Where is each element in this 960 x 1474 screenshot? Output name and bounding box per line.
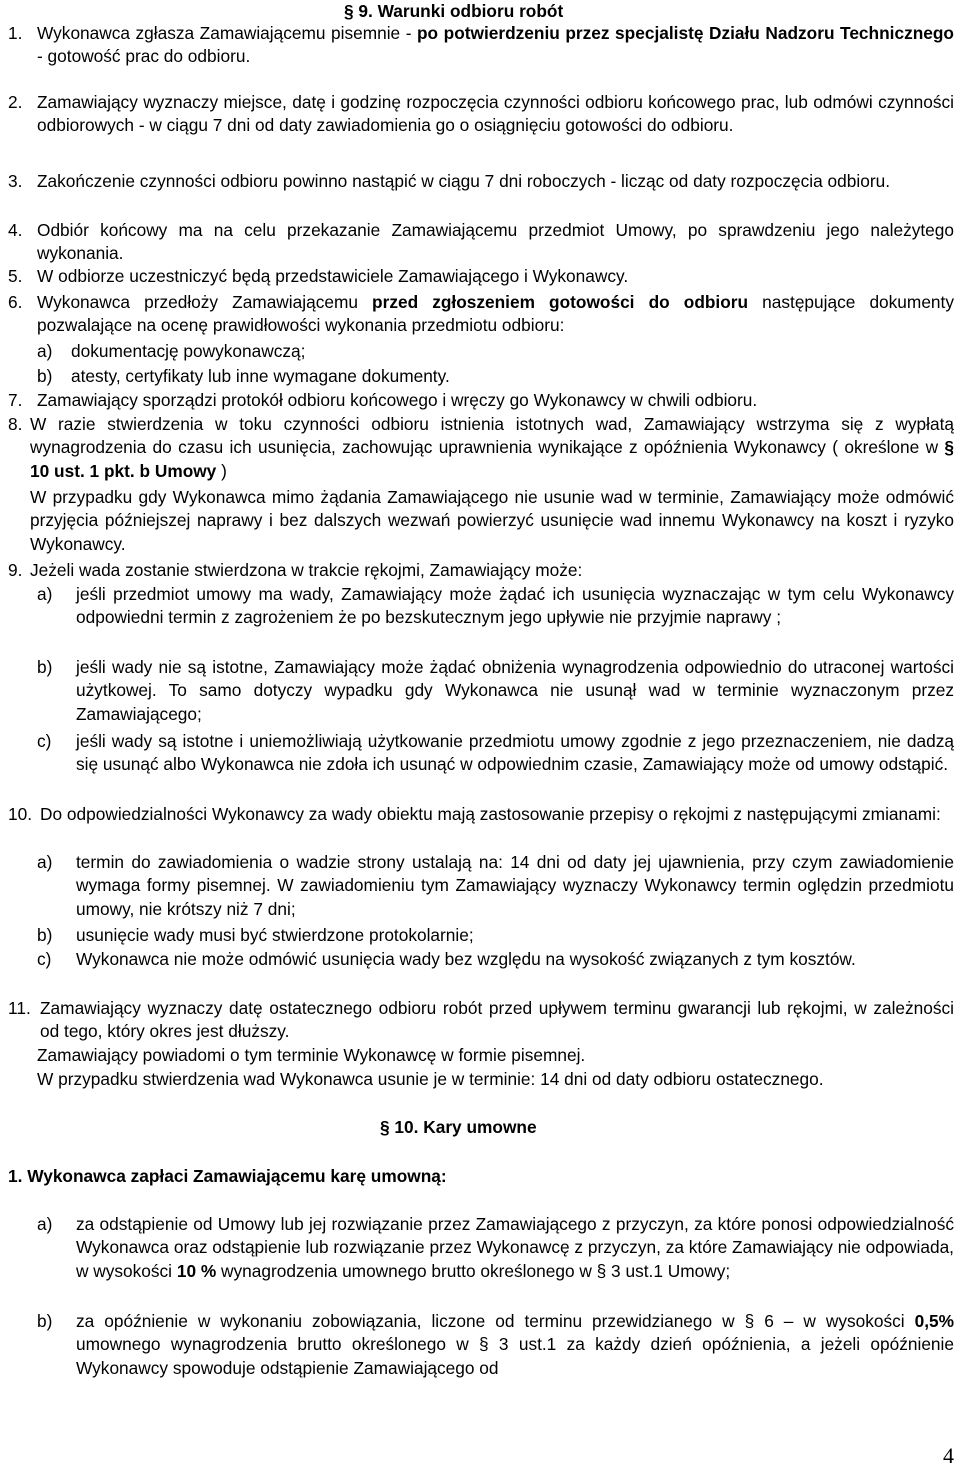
item-text: jeśli wady są istotne i uniemożliwiają użytkowanie przedmiotu umowy zgodnie z jego przeznaczeniem, nie dadzą się usunąć albo Wykonawca nie zdoła ich usunąć w odpowiednim czasie, Zamawiający może od umowy odstąpić. — [76, 731, 954, 775]
item-text: termin do zawiadomienia o wadzie strony ustalają na: 14 dni od daty jej ujawnienia, przy czym zawiadomienie wymaga formy pisemnej. W zawiadomieniu tym Zamawiający wyznaczy Wykonawcy termin oględzin przedmiotu umowy, nie krótszy niż 7 dni; — [76, 852, 954, 919]
section-10-subtitle: 1. Wykonawca zapłaci Zamawiającemu karę umowną: — [8, 1166, 447, 1186]
section-10-title: § 10. Kary umowne — [380, 1117, 537, 1137]
item-number: 4. — [8, 220, 23, 240]
item-text: Zamawiający wyznaczy datę ostatecznego odbioru robót przed upływem terminu gwarancji lub rękojmi, w zależności od tego, który okres jest dłuższy. — [40, 998, 954, 1042]
item-text: za opóźnienie w wykonaniu zobowiązania, liczone od terminu przewidzianego w § 6 – w wysokości 0,5% umownego wynagrodzenia brutto określonego w § 3 ust.1 za każdy dzień opóźnienia, a jeżeli opóźnienie Wykonawcy spowoduje odstąpienie Zamawiającego od — [76, 1311, 954, 1378]
item-number: 1. — [8, 23, 23, 43]
page-number: 4 — [943, 1443, 954, 1468]
item-number: 3. — [8, 171, 23, 191]
item-letter: a) — [37, 341, 53, 361]
item-text: W przypadku gdy Wykonawca mimo żądania Zamawiającego nie usunie wad w terminie, Zamawiający może odmówić przyjęcia późniejszej naprawy i bez dalszych wezwań powierzyć usunięcie wad innemu Wykonawcy na koszt i ryzyko Wykonawcy. — [30, 487, 954, 554]
item-text: za odstąpienie od Umowy lub jej rozwiązanie przez Zamawiającego z przyczyn, za które ponosi odpowiedzialność Wykonawca oraz odstąpienie lub rozwiązanie przez Wykonawcę z przyczyn, za które Zamawiający nie odpowiada, w wysokości 10 % wynagrodzenia umownego brutto określonego w § 3 ust.1 Umowy; — [76, 1214, 954, 1281]
item-text: Wykonawca nie może odmówić usunięcia wady bez względu na wysokość związanych z tym kosztów. — [76, 949, 856, 969]
item-text: Odbiór końcowy ma na celu przekazanie Zamawiającemu przedmiot Umowy, po sprawdzeniu jego należytego wykonania. — [37, 220, 954, 264]
item-text: jeśli przedmiot umowy ma wady, Zamawiający może żądać ich usunięcia wyznaczając w tym celu Wykonawcy odpowiedni termin z zagrożeniem że po bezskutecznym jego upływie nie przyjmie naprawy ; — [76, 584, 954, 628]
item-text: Zamawiający sporządzi protokół odbioru końcowego i wręczy go Wykonawcy w chwili odbioru. — [37, 390, 758, 410]
item-number: 5. — [8, 266, 23, 286]
item-letter: c) — [37, 949, 52, 969]
item-text: Wykonawca przedłoży Zamawiającemu przed zgłoszeniem gotowości do odbioru następujące dokumenty pozwalające na ocenę prawidłowości wykonania przedmiotu odbioru: — [37, 292, 954, 336]
item-text: W razie stwierdzenia w toku czynności odbioru istnienia istotnych wad, Zamawiający wstrzyma się z wypłatą wynagrodzenia do czasu ich usunięcia, zachowując uprawnienia wynikające z opóźnienia Wykonawcy ( określone w § 10 ust. 1 pkt. b Umowy ) — [30, 414, 954, 481]
item-text: W odbiorze uczestniczyć będą przedstawiciele Zamawiającego i Wykonawcy. — [37, 266, 629, 286]
item-letter: c) — [37, 731, 52, 751]
item-text: Zakończenie czynności odbioru powinno nastąpić w ciągu 7 dni roboczych - licząc od daty rozpoczęcia odbioru. — [37, 171, 891, 191]
item-letter: a) — [37, 852, 53, 872]
item-number: 7. — [8, 390, 23, 410]
item-text: W przypadku stwierdzenia wad Wykonawca usunie je w terminie: 14 dni od daty odbioru ostatecznego. — [37, 1069, 824, 1089]
item-text: jeśli wady nie są istotne, Zamawiający może żądać obniżenia wynagrodzenia odpowiednio do utraconej wartości użytkowej. To samo dotyczy wypadku gdy Wykonawca nie usunął wad w terminie wyznaczonym przez Zamawiającego; — [76, 657, 954, 724]
item-letter: a) — [37, 1214, 53, 1234]
item-number: 8. — [8, 414, 23, 434]
item-text: Zamawiający wyznaczy miejsce, datę i godzinę rozpoczęcia czynności odbioru końcowego prac, lub odmówi czynności odbiorowych - w ciągu 7 dni od daty zawiadomienia go o osiągnięciu gotowości do odbioru. — [37, 92, 954, 136]
item-number: 10. — [8, 804, 33, 824]
item-number: 2. — [8, 92, 23, 112]
section-9-title: § 9. Warunki odbioru robót — [344, 1, 564, 21]
item-letter: b) — [37, 925, 53, 945]
item-letter: b) — [37, 1311, 53, 1331]
item-number: 11. — [8, 998, 31, 1018]
item-letter: b) — [37, 366, 53, 386]
item-number: 9. — [8, 560, 23, 580]
item-text: Zamawiający powiadomi o tym terminie Wykonawcę w formie pisemnej. — [37, 1045, 586, 1065]
item-letter: b) — [37, 657, 53, 677]
item-text: usunięcie wady musi być stwierdzone protokolarnie; — [76, 925, 474, 945]
item-letter: a) — [37, 584, 53, 604]
item-number: 6. — [8, 292, 23, 312]
item-text: Jeżeli wada zostanie stwierdzona w trakcie rękojmi, Zamawiający może: — [30, 560, 583, 580]
item-text: dokumentację powykonawczą; — [71, 341, 306, 361]
item-text: atesty, certyfikaty lub inne wymagane dokumenty. — [71, 366, 450, 386]
item-text: Do odpowiedzialności Wykonawcy za wady obiektu mają zastosowanie przepisy o rękojmi z następującymi zmianami: — [40, 804, 941, 824]
item-text: Wykonawca zgłasza Zamawiającemu pisemnie - po potwierdzeniu przez specjalistę Działu Nadzoru Technicznego - gotowość prac do odbioru. — [37, 23, 954, 67]
